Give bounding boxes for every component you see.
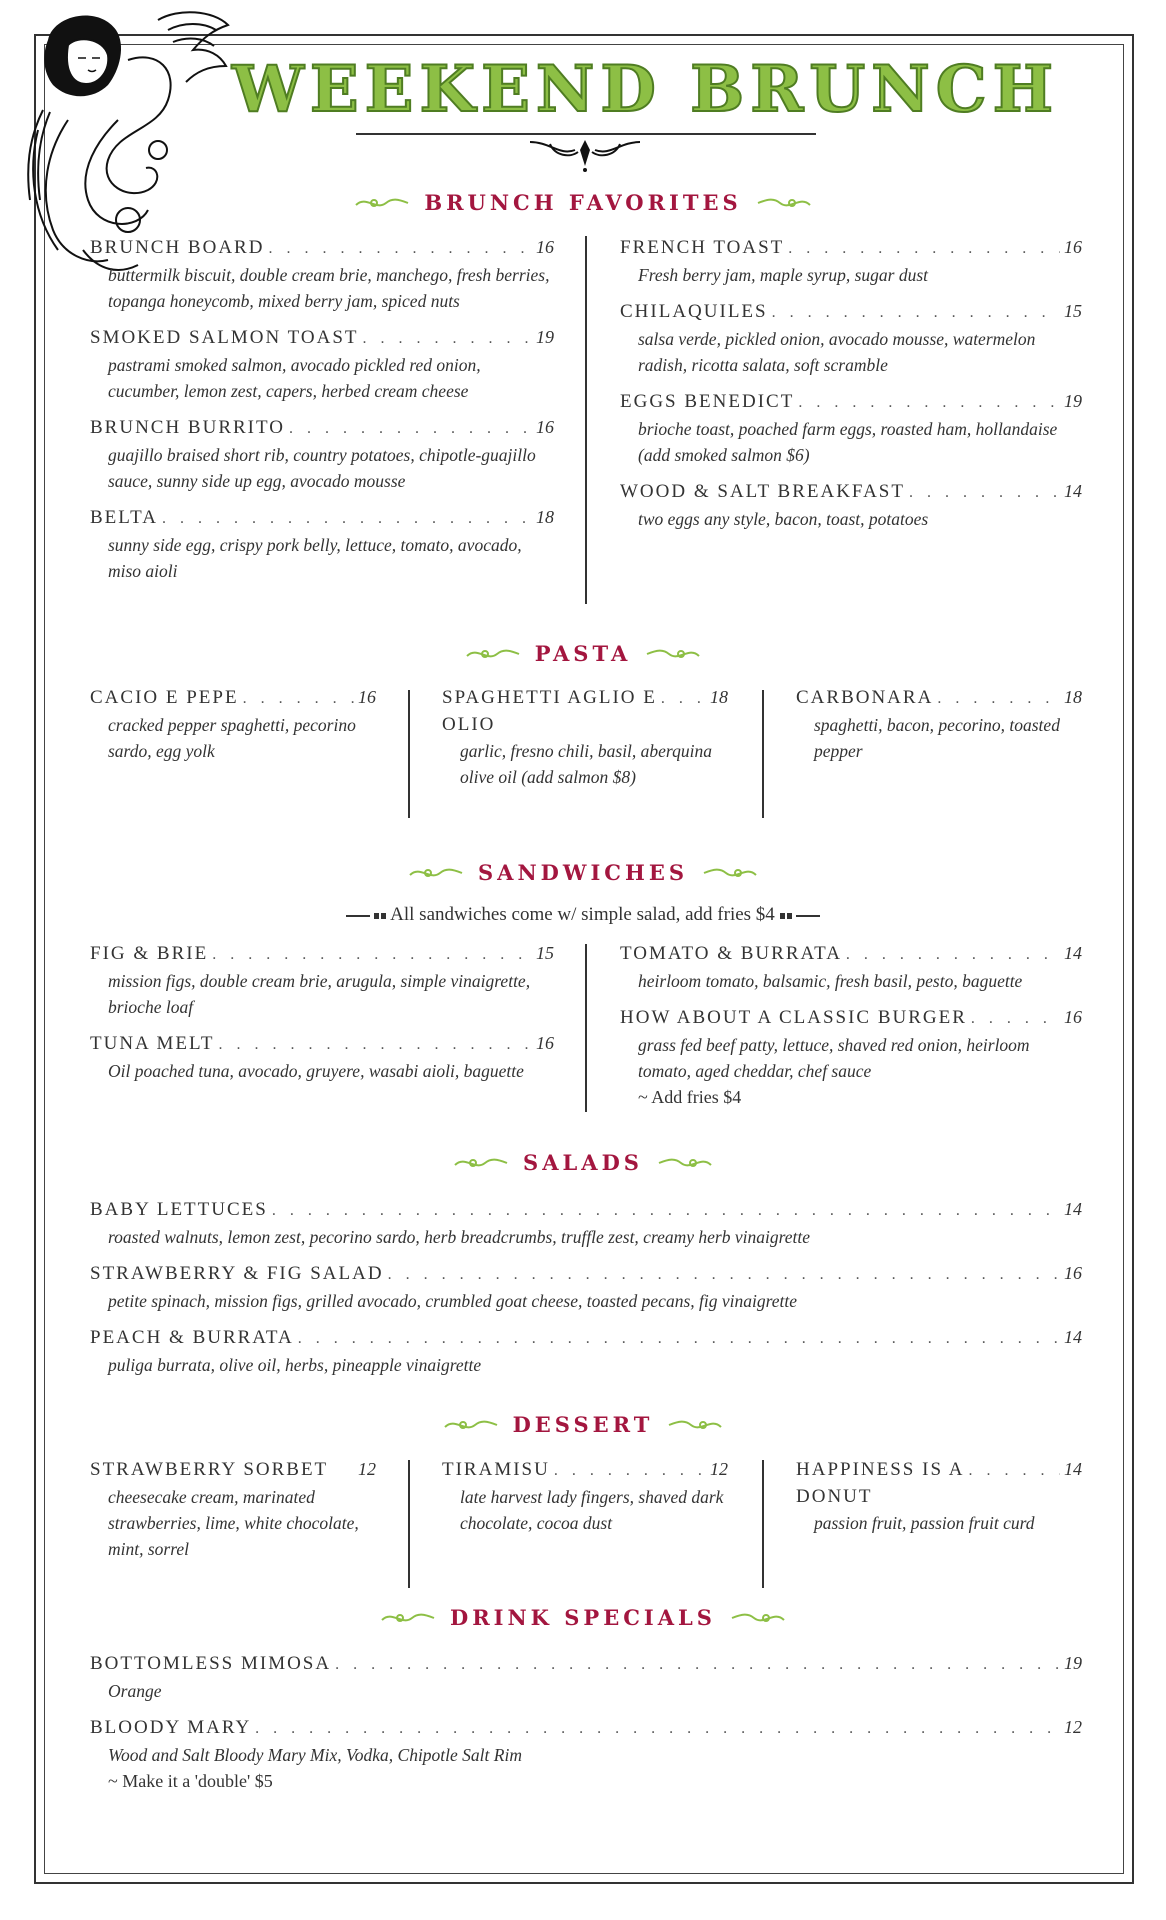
leader-dots (212, 942, 532, 968)
section-title: BRUNCH FAVORITES (424, 190, 742, 215)
favorites-right-column (620, 234, 1082, 542)
section-heading-sandwiches (0, 860, 1166, 885)
pasta-column-2 (442, 684, 728, 800)
item-name: BRUNCH BOARD (90, 237, 265, 258)
item-description: puliga burrata, olive oil, herbs, pineapple vinaigrette (108, 1355, 482, 1375)
item-price: 18 (536, 507, 554, 527)
item-name: SMOKED SALMON TOAST (90, 327, 359, 348)
leader-dots (289, 416, 532, 442)
title-ornament-icon (520, 136, 650, 172)
item-description: late harvest lady fingers, shaved dark chocolate, cocoa dust (460, 1487, 724, 1533)
item-extra-note: ~ Add fries $4 (638, 1087, 742, 1107)
item-price: 15 (1064, 301, 1082, 321)
column-divider (408, 690, 410, 818)
item-description: guajillo braised short rib, country potatoes, chipotle-guajillo sauce, sunny side up egg, avocado mousse (108, 445, 536, 491)
menu-item (90, 234, 554, 314)
item-name: CHILAQUILES (620, 301, 768, 322)
item-price: 12 (358, 1459, 376, 1479)
column-divider (762, 1460, 764, 1588)
item-description: passion fruit, passion fruit curd (814, 1513, 1035, 1533)
column-divider (585, 944, 587, 1112)
menu-item (620, 1004, 1082, 1110)
swirl-left-icon (380, 1608, 436, 1628)
menu-item (620, 940, 1082, 994)
item-price: 14 (1064, 1459, 1082, 1479)
item-description: roasted walnuts, lemon zest, pecorino sardo, herb breadcrumbs, truffle zest, creamy herb vinaigrette (108, 1227, 811, 1247)
item-name: STRAWBERRY SORBET (90, 1459, 329, 1480)
dash-ornament-icon (780, 912, 820, 920)
menu-item (90, 1196, 1082, 1250)
item-description: garlic, fresno chili, basil, aberquina olive oil (add salmon $8) (460, 741, 712, 787)
menu-item (90, 324, 554, 404)
item-name: CACIO E PEPE (90, 687, 239, 708)
pasta-column-1 (90, 684, 376, 774)
column-divider (585, 236, 587, 604)
item-description: mission figs, double cream brie, arugula, simple vinaigrette, brioche loaf (108, 971, 531, 1017)
swirl-left-icon (354, 193, 410, 213)
item-name: TOMATO & BURRATA (620, 943, 842, 964)
item-description: petite spinach, mission figs, grilled avocado, crumbled goat cheese, toasted pecans, fig vinaigrette (108, 1291, 798, 1311)
item-description: pastrami smoked salmon, avocado pickled red onion, cucumber, lemon zest, capers, herbed cream cheese (108, 355, 481, 401)
item-description: sunny side egg, crispy pork belly, lettuce, tomato, avocado, miso aioli (108, 535, 522, 581)
item-name-continued: OLIO (442, 714, 496, 735)
item-price: 19 (1064, 1653, 1082, 1673)
sandwiches-note-text: All sandwiches come w/ simple salad, add fries $4 (390, 904, 775, 925)
item-price: 15 (536, 943, 554, 963)
leader-dots (272, 1198, 1060, 1224)
item-description: heirloom tomato, balsamic, fresh basil, pesto, baguette (638, 971, 1023, 991)
item-name: TUNA MELT (90, 1033, 215, 1054)
item-price: 16 (1064, 237, 1082, 257)
menu-item (796, 1456, 1082, 1536)
drinks-list (90, 1650, 1082, 1804)
item-price: 19 (536, 327, 554, 347)
menu-item (90, 1456, 376, 1562)
leader-dots (363, 326, 533, 352)
swirl-right-icon (702, 863, 758, 883)
item-name: SPAGHETTI AGLIO E (442, 687, 657, 708)
menu-item (620, 234, 1082, 288)
item-description: brioche toast, poached farm eggs, roasted ham, hollandaise (add smoked salmon $6) (638, 419, 1058, 465)
section-title: DRINK SPECIALS (450, 1605, 716, 1630)
leader-dots (971, 1006, 1060, 1032)
section-heading-salads (0, 1150, 1166, 1175)
swirl-right-icon (645, 644, 701, 664)
leader-dots (243, 686, 354, 712)
section-heading-dessert (0, 1412, 1166, 1437)
item-description: salsa verde, pickled onion, avocado mousse, watermelon radish, ricotta salata, soft scramble (638, 329, 1036, 375)
item-name: PEACH & BURRATA (90, 1327, 294, 1348)
item-description: buttermilk biscuit, double cream brie, manchego, fresh berries, topanga honeycomb, mixed berry jam, spiced nuts (108, 265, 550, 311)
sandwiches-note (0, 904, 1166, 926)
dessert-column-1 (90, 1456, 376, 1572)
item-price: 16 (536, 237, 554, 257)
section-heading-brunch-favorites (0, 190, 1166, 215)
menu-item (90, 1260, 1082, 1314)
section-title: SALADS (523, 1150, 643, 1175)
item-price: 16 (1064, 1263, 1082, 1283)
leader-dots (298, 1326, 1060, 1352)
swirl-right-icon (657, 1153, 713, 1173)
section-title: SANDWICHES (478, 860, 688, 885)
leader-dots (661, 686, 706, 712)
item-price: 14 (1064, 481, 1082, 501)
sandwiches-right-column (620, 940, 1082, 1120)
column-divider (408, 1460, 410, 1588)
pasta-column-3 (796, 684, 1082, 774)
section-title: DESSERT (512, 1412, 654, 1437)
item-price: 14 (1064, 943, 1082, 963)
item-name: CARBONARA (796, 687, 934, 708)
menu-item (796, 684, 1082, 764)
item-name: BOTTOMLESS MIMOSA (90, 1653, 332, 1674)
menu-item (90, 1324, 1082, 1378)
menu-item (620, 298, 1082, 378)
item-name: TIRAMISU (442, 1459, 550, 1480)
section-heading-drink-specials (0, 1605, 1166, 1630)
menu-item (90, 684, 376, 764)
menu-item (90, 1030, 554, 1084)
menu-item (620, 388, 1082, 468)
item-price: 18 (710, 687, 728, 707)
swirl-right-icon (756, 193, 812, 213)
item-price: 18 (1064, 687, 1082, 707)
leader-dots (268, 236, 532, 262)
swirl-left-icon (465, 644, 521, 664)
menu-item (620, 478, 1082, 532)
leader-dots (788, 236, 1060, 262)
leader-dots (772, 300, 1060, 326)
leader-dots (335, 1652, 1060, 1678)
item-name: WOOD & SALT BREAKFAST (620, 481, 905, 502)
leader-dots (798, 390, 1060, 416)
item-name: HAPPINESS IS A (796, 1459, 965, 1480)
item-description: Wood and Salt Bloody Mary Mix, Vodka, Chipotle Salt Rim (108, 1745, 522, 1765)
section-title: PASTA (534, 641, 632, 666)
item-price: 12 (1064, 1717, 1082, 1737)
item-price: 16 (358, 687, 376, 707)
item-description: cracked pepper spaghetti, pecorino sardo, egg yolk (108, 715, 356, 761)
item-description: Fresh berry jam, maple syrup, sugar dust (638, 265, 929, 285)
menu-item (90, 940, 554, 1020)
item-name: FIG & BRIE (90, 943, 209, 964)
item-name: EGGS BENEDICT (620, 391, 795, 412)
leader-dots (937, 686, 1060, 712)
column-divider (762, 690, 764, 818)
leader-dots (909, 480, 1060, 506)
leader-dots (218, 1032, 532, 1058)
item-price: 14 (1064, 1327, 1082, 1347)
favorites-left-column (90, 234, 554, 594)
item-price: 16 (536, 1033, 554, 1053)
item-name: BLOODY MARY (90, 1717, 252, 1738)
dessert-column-3 (796, 1456, 1082, 1546)
item-price: 16 (536, 417, 554, 437)
item-description: spaghetti, bacon, pecorino, toasted pepper (814, 715, 1060, 761)
leader-dots (554, 1458, 706, 1484)
leader-dots (255, 1716, 1060, 1742)
item-name: BELTA (90, 507, 158, 528)
leader-dots (846, 942, 1060, 968)
item-name: BRUNCH BURRITO (90, 417, 285, 438)
item-description: grass fed beef patty, lettuce, shaved red onion, heirloom tomato, aged cheddar, chef sauce (638, 1035, 1030, 1081)
menu-item (442, 684, 728, 790)
item-price: 14 (1064, 1199, 1082, 1219)
menu-item (90, 1714, 1082, 1794)
item-description: cheesecake cream, marinated strawberries, lime, white chocolate, mint, sorrel (108, 1487, 359, 1559)
menu-title: WEEKEND BRUNCH (232, 52, 1060, 127)
leader-dots (388, 1262, 1060, 1288)
swirl-left-icon (443, 1415, 499, 1435)
menu-item (442, 1456, 728, 1536)
item-name: HOW ABOUT A CLASSIC BURGER (620, 1007, 967, 1028)
item-name: FRENCH TOAST (620, 237, 785, 258)
item-description: Orange (108, 1681, 162, 1701)
item-name-continued: DONUT (796, 1486, 873, 1507)
swirl-right-icon (667, 1415, 723, 1435)
menu-item (90, 1650, 1082, 1704)
salads-list (90, 1196, 1082, 1388)
swirl-left-icon (453, 1153, 509, 1173)
dessert-column-2 (442, 1456, 728, 1546)
dash-ornament-icon (346, 912, 386, 920)
leader-dots (968, 1458, 1060, 1484)
sandwiches-left-column (90, 940, 554, 1094)
item-description: Oil poached tuna, avocado, gruyere, wasabi aioli, baguette (108, 1061, 524, 1081)
item-price: 12 (710, 1459, 728, 1479)
menu-item (90, 414, 554, 494)
item-description: two eggs any style, bacon, toast, potatoes (638, 509, 929, 529)
menu-item (90, 504, 554, 584)
item-name: BABY LETTUCES (90, 1199, 268, 1220)
item-price: 19 (1064, 391, 1082, 411)
leader-dots (162, 506, 532, 532)
swirl-right-icon (730, 1608, 786, 1628)
swirl-left-icon (408, 863, 464, 883)
item-name: STRAWBERRY & FIG SALAD (90, 1263, 384, 1284)
item-price: 16 (1064, 1007, 1082, 1027)
title-underline (356, 133, 816, 135)
section-heading-pasta (0, 641, 1166, 666)
item-extra-note: ~ Make it a 'double' $5 (108, 1771, 273, 1791)
